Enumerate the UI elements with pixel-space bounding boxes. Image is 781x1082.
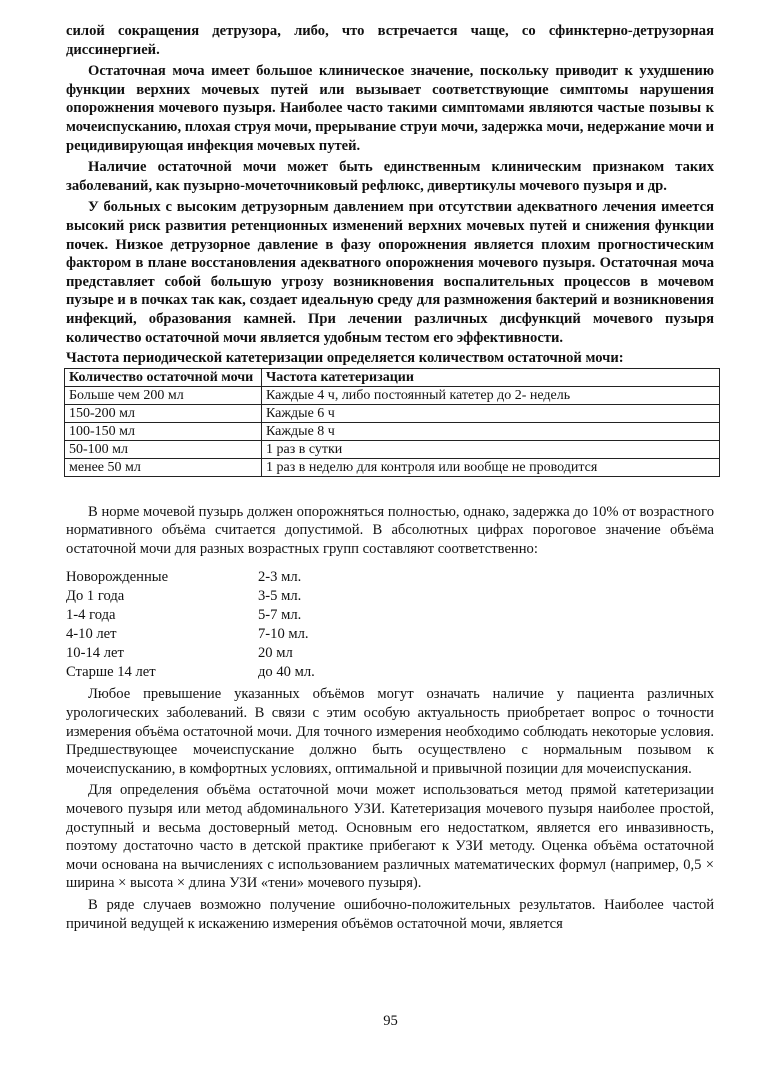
age-threshold-value: 2-3 мл.	[258, 569, 302, 586]
paragraph-false-positive: В ряде случаев возможно получение ошибочно-положительных результатов. Наиболее частой причиной ведущей к искажению измерения объёмов остаточной мочи, является	[66, 897, 714, 932]
paragraph-continuation: силой сокращения детрузора, либо, что встречается чаще, со сфинктерно-детрузорная диссинергией.	[66, 23, 714, 58]
list-item	[66, 606, 714, 625]
table-cell-volume: 50-100 мл	[65, 440, 262, 458]
age-group: 1-4 года	[66, 607, 116, 624]
table-row	[65, 404, 720, 422]
age-threshold-value: 3-5 мл.	[258, 588, 302, 605]
table-cell-frequency: 1 раз в неделю для контроля или вообще не проводится	[262, 458, 720, 476]
table-row	[65, 386, 720, 404]
table-cell-volume: менее 50 мл	[65, 458, 262, 476]
age-group: До 1 года	[66, 588, 125, 605]
table-caption: Частота периодической катетеризации определяется количеством остаточной мочи:	[66, 350, 624, 367]
list-item	[66, 568, 714, 587]
age-group: Старше 14 лет	[66, 664, 156, 681]
list-item	[66, 625, 714, 644]
age-group: 4-10 лет	[66, 626, 117, 643]
header-catheterization-frequency: Частота катетеризации	[262, 368, 720, 386]
age-threshold-value: до 40 мл.	[258, 664, 315, 681]
paragraph-clinical-sign: Наличие остаточной мочи может быть единственным клиническим признаком таких заболеваний, как пузырно-мочеточниковый рефлюкс, дивертикулы мочевого пузыря и др.	[66, 159, 714, 194]
text-column	[66, 22, 714, 933]
paragraph-measurement-methods: Для определения объёма остаточной мочи может использоваться метод прямой катетеризации мочевого пузыря или метод абдоминального УЗИ. Катетеризация мочевого пузыря наиболее простой, доступный и весьма достоверный метод. Основным его недостатком, является его инвазивность, поэтому достаточно часто в детской практике прибегают к УЗИ методу. Оценка объёма остаточной мочи основана на вычислениях с использованием различных математических формул (например, 0,5 × ширина × высота × длина УЗИ «тени» мочевого пузыря).	[66, 782, 714, 892]
list-item	[66, 587, 714, 606]
age-group: Новорожденные	[66, 569, 169, 586]
age-threshold-list	[66, 568, 714, 682]
paragraph-norm: В норме мочевой пузырь должен опорожняться полностью, однако, задержка до 10% от возрастного нормативного объёма считается допустимой. В абсолютных цифрах пороговое значение объёма остаточной мочи для разных возрастных групп составляют соответственно:	[66, 503, 714, 557]
page-number: 95	[383, 1013, 398, 1029]
age-threshold-value: 20 мл	[258, 645, 293, 662]
age-group: 10-14 лет	[66, 645, 124, 662]
table-cell-volume: Больше чем 200 мл	[65, 386, 262, 404]
table-row	[65, 440, 720, 458]
paragraph-detrusor-pressure: У больных с высоким детрузорным давлением при отсутствии адекватного лечения имеется высокий риск развития ретенционных изменений верхних мочевых путей и снижения функции почек. Низкое детрузорное давление в фазу опорожнения является плохим прогностическим фактором в плане восстановления адекватного опорожнения мочевого пузыря. Остаточная моча представляет собой большую угрозу возникновения воспалительных процессов в мочевом пузыре и в почках так как, создает идеальную среду для размножения бактерий и возникновения инфекций, образования камней. При лечении различных дисфункций мочевого пузыря количество остаточной мочи является удобным тестом его эффективности.	[66, 199, 714, 346]
table-row	[65, 458, 720, 476]
paragraph-residual-urine-significance: Остаточная моча имеет большое клиническое значение, поскольку приводит к ухудшению функции верхних мочевых путей или вызывает соответствующие симптомы нарушения опорожнения мочевого пузыря. Наиболее часто такими симптомами являются частые позывы к мочеиспусканию, плохая струя мочи, прерывание струи мочи, задержка мочи, недержание мочи и рецидивирующая инфекция мочевых путей.	[66, 63, 714, 154]
table-cell-volume: 100-150 мл	[65, 422, 262, 440]
table-cell-frequency: Каждые 6 ч	[262, 404, 720, 422]
table-header-row	[65, 368, 720, 386]
catheterization-frequency-table	[64, 368, 720, 477]
table-cell-frequency: Каждые 8 ч	[262, 422, 720, 440]
header-residual-volume: Количество остаточной мочи	[65, 368, 262, 386]
table-cell-frequency: 1 раз в сутки	[262, 440, 720, 458]
paragraph-measurement-accuracy: Любое превышение указанных объёмов могут означать наличие у пациента различных урологических заболеваний. В связи с этим особую актуальность приобретает вопрос о точности измерения объёма остаточной мочи. Для точного измерения необходимо соблюдать некоторые условия. Предшествующее мочеиспускание должно быть осуществлено с нормальным позывом к мочеиспусканию, в комфортных условиях, оптимальной и привычной позиции для мочеиспускания.	[66, 686, 714, 777]
list-item	[66, 644, 714, 663]
age-threshold-value: 5-7 мл.	[258, 607, 302, 624]
age-threshold-value: 7-10 мл.	[258, 626, 309, 643]
table-row	[65, 422, 720, 440]
table-cell-frequency: Каждые 4 ч, либо постоянный катетер до 2- недель	[262, 386, 720, 404]
table-cell-volume: 150-200 мл	[65, 404, 262, 422]
list-item	[66, 663, 714, 682]
